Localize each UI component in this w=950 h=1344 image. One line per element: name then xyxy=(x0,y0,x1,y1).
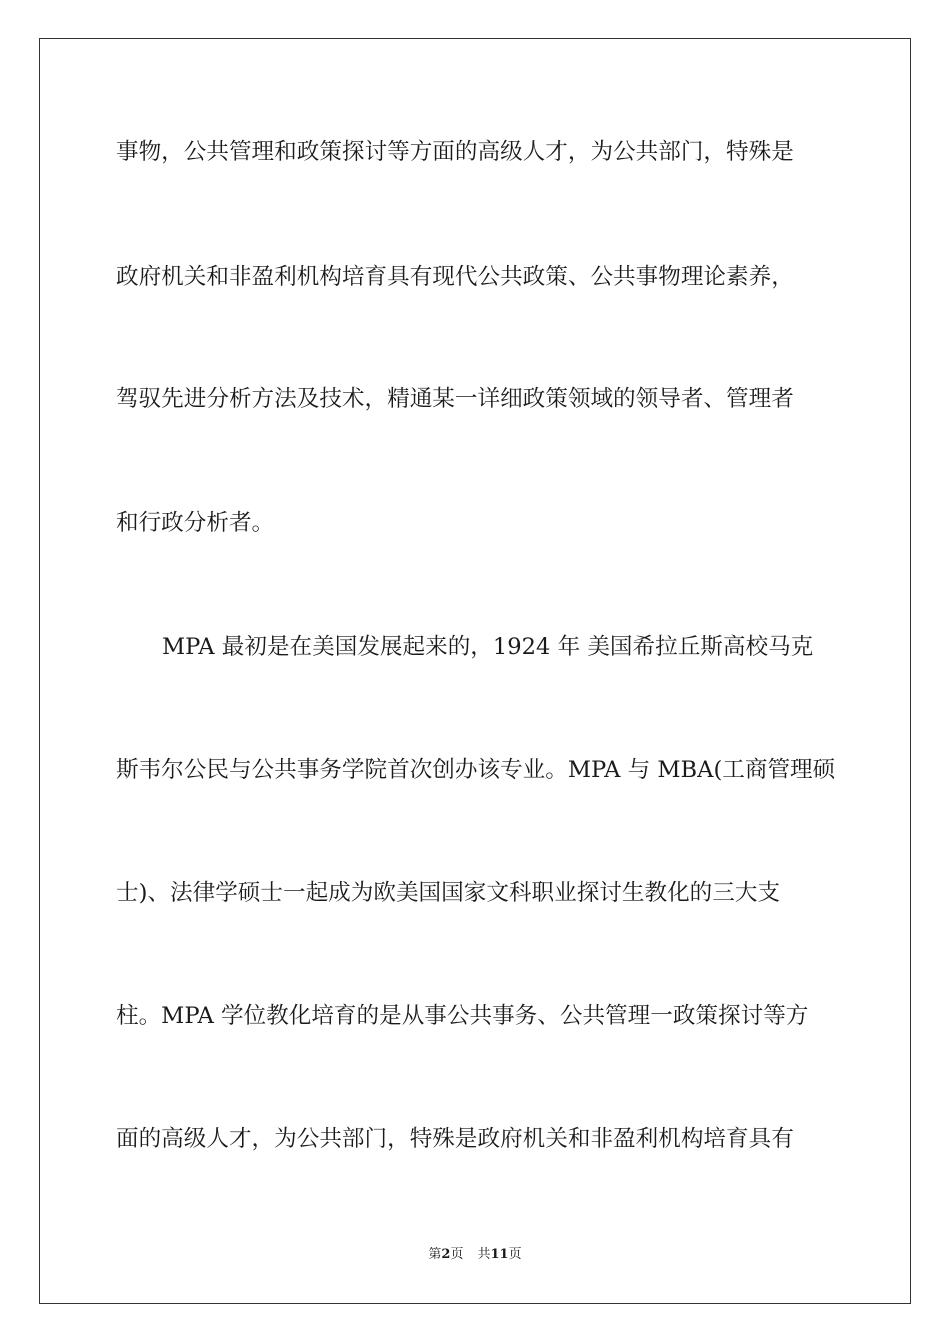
body-text-line-7: 士)、法律学硕士一起成为欧美国国家文科职业探讨生教化的三大支 xyxy=(116,880,781,906)
body-text-line-3: 驾驭先进分析方法及技术，精通某一详细政策领域的领导者、管理者 xyxy=(116,386,794,412)
total-pages: 11 xyxy=(490,1247,509,1262)
page-footer xyxy=(0,1246,950,1264)
body-text-line-1: 事物，公共管理和政策探讨等方面的高级人才，为公共部门，特殊是 xyxy=(116,139,794,165)
page-suffix: 页 xyxy=(450,1247,464,1262)
total-prefix: 共 xyxy=(477,1247,491,1262)
total-suffix: 页 xyxy=(508,1247,522,1262)
body-text-line-9: 面的高级人才，为公共部门，特殊是政府机关和非盈利机构培育具有 xyxy=(116,1126,794,1152)
page-number: 2 xyxy=(441,1247,451,1262)
page-border xyxy=(39,38,911,1304)
body-text-line-5: MPA 最初是在美国发展起来的，1924 年 美国希拉丘斯高校马克 xyxy=(162,634,814,660)
body-text-line-4: 和行政分析者。 xyxy=(116,510,275,536)
body-text-line-2: 政府机关和非盈利机构培育具有现代公共政策、公共事物理论素养， xyxy=(116,264,794,290)
body-text-line-6: 斯韦尔公民与公共事务学院首次创办该专业。MPA 与 MBA(工商管理硕 xyxy=(116,757,836,783)
page-prefix: 第 xyxy=(428,1247,442,1262)
body-text-line-8: 柱。MPA 学位教化培育的是从事公共事务、公共管理一政策探讨等方 xyxy=(116,1003,809,1029)
